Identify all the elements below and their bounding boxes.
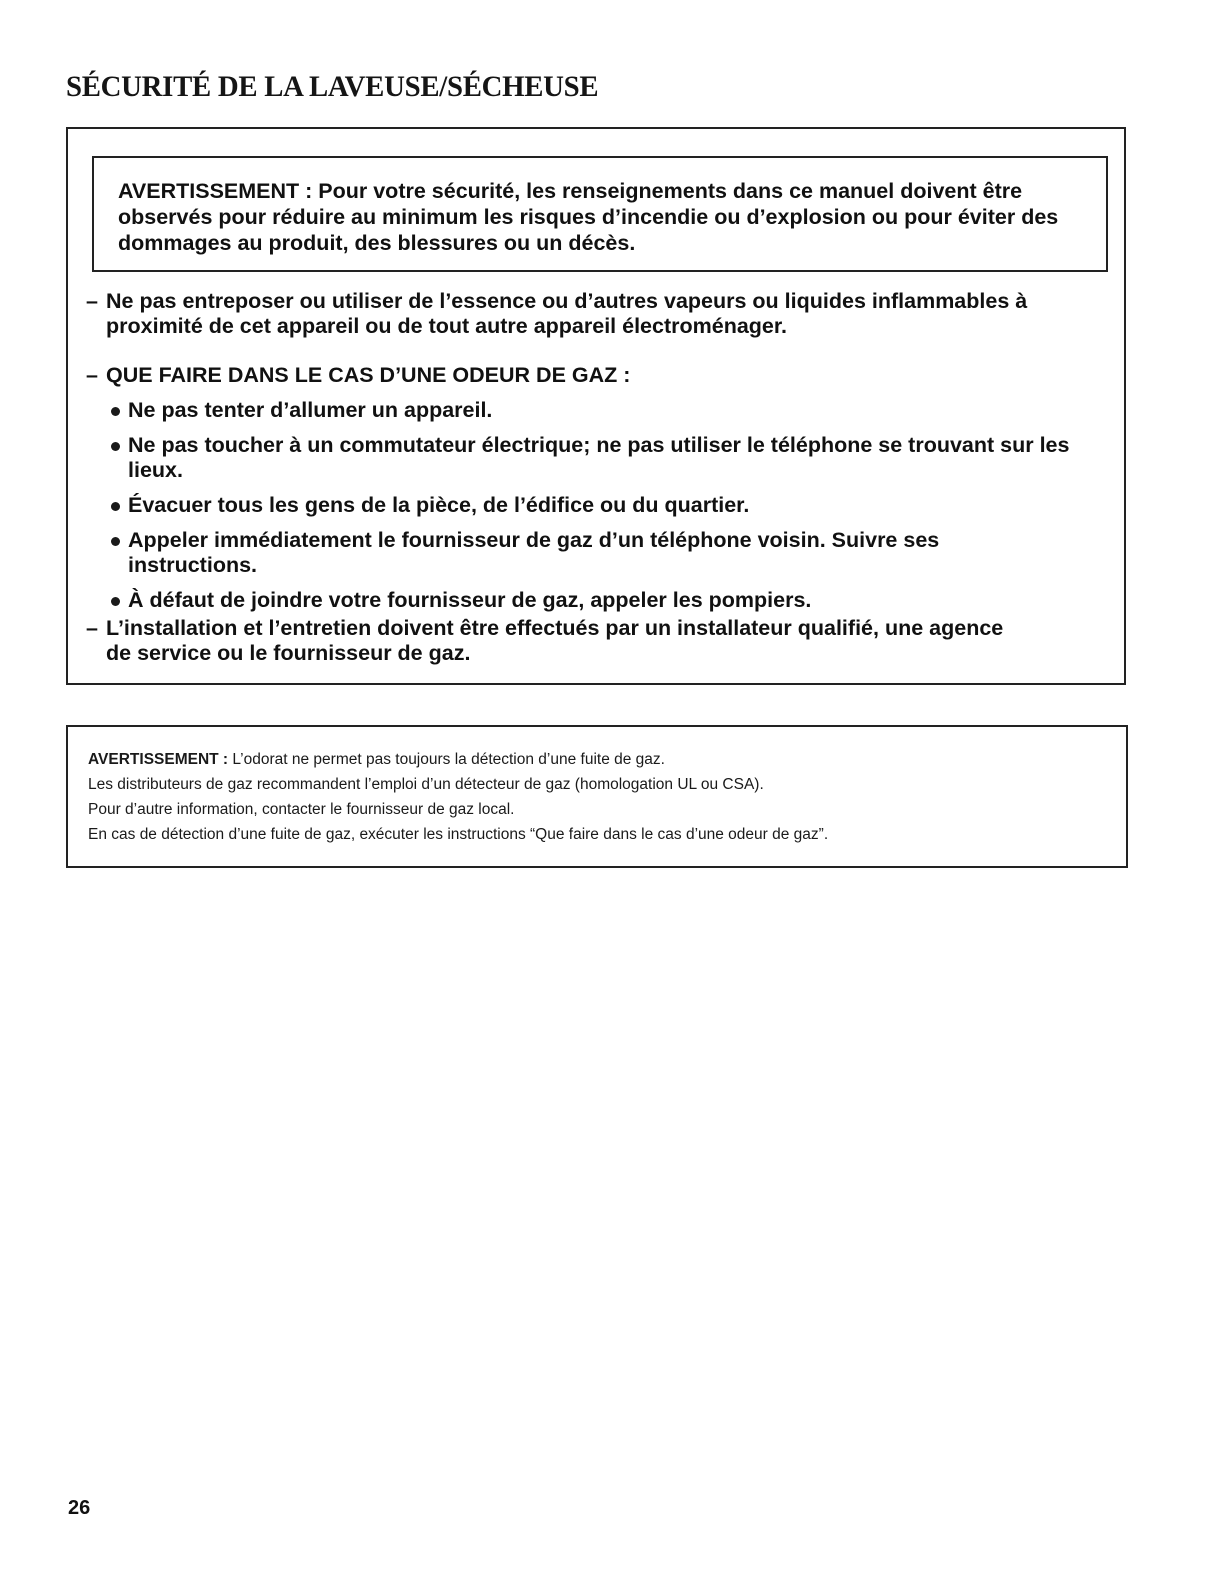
gas-odor-section bbox=[68, 363, 1108, 623]
bullet-text: Ne pas tenter d’allumer un appareil. bbox=[128, 398, 493, 422]
warning-text: L’odorat ne permet pas toujours la détection d’une fuite de gaz. bbox=[232, 751, 665, 768]
bullet-icon bbox=[111, 537, 120, 546]
page-title: SÉCURITÉ DE LA LAVEUSE/SÉCHEUSE bbox=[66, 70, 599, 103]
warning-box bbox=[92, 156, 1108, 272]
instruction-item-installation bbox=[68, 616, 1008, 666]
gas-odor-heading: QUE FAIRE DANS LE CAS D’UNE ODEUR DE GAZ : bbox=[106, 363, 631, 387]
warning-text: AVERTISSEMENT : Pour votre sécurité, les renseignements dans ce manuel doivent être observés pour réduire au minimum les risques d’incendie ou d’explosion ou pour éviter des dommages au produit, des blessures ou un décès. bbox=[118, 179, 1059, 255]
bullet-text: Ne pas toucher à un commutateur électrique; ne pas utiliser le téléphone se trouvant sur les lieux. bbox=[128, 433, 1070, 482]
gas-warning-line-1 bbox=[88, 747, 1126, 772]
warning-label: AVERTISSEMENT : bbox=[88, 751, 229, 768]
dash-marker: – bbox=[86, 363, 98, 387]
bullet-text: À défaut de joindre votre fournisseur de gaz, appeler les pompiers. bbox=[128, 588, 812, 612]
bullet-icon bbox=[111, 407, 120, 416]
bullet-icon bbox=[111, 597, 120, 606]
storage-text: Ne pas entreposer ou utiliser de l’essence ou d’autres vapeurs ou liquides inflammables à proximité de cet appareil ou de tout autre appareil électroménager. bbox=[106, 289, 1028, 338]
gas-warning-line-4: En cas de détection d’une fuite de gaz, exécuter les instructions “Que faire dans le cas d’une odeur de gaz”. bbox=[88, 826, 829, 843]
gas-warning-line-2: Les distributeurs de gaz recommandent l’emploi d’un détecteur de gaz (homologation UL ou CSA). bbox=[88, 776, 764, 793]
list-item bbox=[68, 398, 1108, 423]
gas-odor-bullet-list bbox=[68, 398, 1108, 613]
dash-marker: – bbox=[86, 289, 98, 313]
bullet-icon bbox=[111, 442, 120, 451]
page-number: 26 bbox=[68, 1497, 91, 1519]
list-item bbox=[68, 528, 1028, 578]
list-item bbox=[68, 493, 1108, 518]
list-item bbox=[68, 588, 1108, 613]
installation-text: L’installation et l’entretien doivent être effectués par un installateur qualifié, une agence de service ou le fournisseur de gaz. bbox=[106, 616, 1004, 665]
gas-warning-line-3: Pour d’autre information, contacter le fournisseur de gaz local. bbox=[88, 801, 515, 818]
instruction-item-storage bbox=[68, 289, 1078, 339]
dash-marker: – bbox=[86, 616, 98, 640]
safety-box bbox=[66, 127, 1126, 685]
list-item bbox=[68, 433, 1088, 483]
bullet-icon bbox=[111, 502, 120, 511]
gas-detector-warning-box bbox=[66, 725, 1128, 868]
bullet-text: Évacuer tous les gens de la pièce, de l’édifice ou du quartier. bbox=[128, 493, 750, 517]
bullet-text: Appeler immédiatement le fournisseur de gaz d’un téléphone voisin. Suivre ses instructions. bbox=[128, 528, 940, 577]
